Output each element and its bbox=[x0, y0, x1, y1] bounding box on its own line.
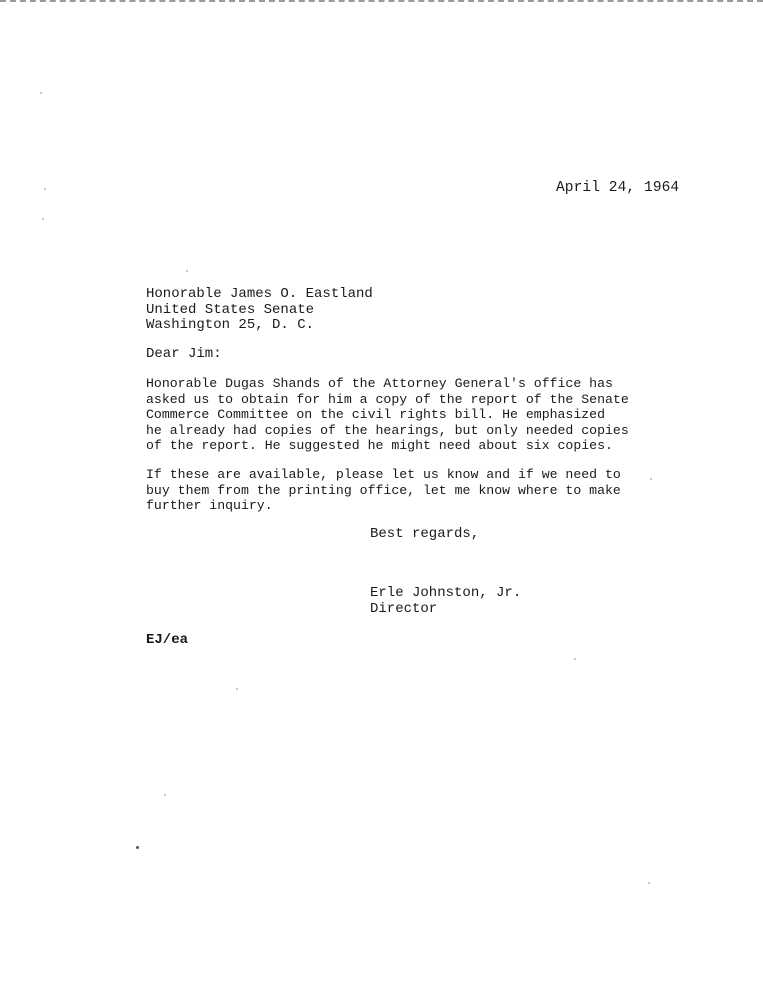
body-paragraph-1 bbox=[146, 376, 629, 454]
body-paragraph-2 bbox=[146, 467, 621, 514]
scan-speck bbox=[186, 270, 188, 272]
perforated-top-edge bbox=[0, 0, 763, 6]
signer-name: Erle Johnston, Jr. bbox=[370, 585, 522, 601]
scan-speck bbox=[136, 846, 139, 849]
scan-speck bbox=[164, 794, 166, 796]
recipient-name: Honorable James O. Eastland bbox=[146, 286, 373, 302]
paragraph-line: Honorable Dugas Shands of the Attorney General's office has bbox=[146, 376, 613, 391]
paragraph-line: of the report. He suggested he might need about six copies. bbox=[146, 438, 613, 453]
reference-initials: EJ/ea bbox=[146, 632, 189, 648]
signature-block bbox=[370, 586, 521, 617]
complimentary-closing: Best regards, bbox=[370, 526, 480, 542]
scan-speck bbox=[650, 478, 652, 480]
recipient-address-block bbox=[146, 287, 373, 334]
paragraph-line: If these are available, please let us know and if we need to bbox=[146, 467, 621, 482]
recipient-organization: United States Senate bbox=[146, 301, 315, 318]
paragraph-line: further inquiry. bbox=[146, 498, 273, 513]
recipient-city: Washington 25, D. C. bbox=[146, 317, 315, 333]
paragraph-line: he already had copies of the hearings, but only needed copies bbox=[146, 422, 629, 438]
scan-speck bbox=[648, 882, 650, 884]
signer-title: Director bbox=[370, 600, 438, 617]
paragraph-line: Commerce Committee on the civil rights bill. He emphasized bbox=[146, 407, 605, 422]
scan-speck bbox=[42, 218, 44, 220]
salutation: Dear Jim: bbox=[146, 346, 222, 362]
scan-speck bbox=[44, 188, 46, 190]
scan-speck bbox=[574, 658, 576, 660]
paragraph-line: buy them from the printing office, let me know where to make bbox=[146, 482, 621, 498]
paragraph-line: asked us to obtain for him a copy of the report of the Senate bbox=[146, 391, 629, 407]
letter-date: April 24, 1964 bbox=[556, 180, 680, 196]
scan-speck bbox=[236, 688, 238, 690]
scan-speck bbox=[40, 92, 42, 94]
